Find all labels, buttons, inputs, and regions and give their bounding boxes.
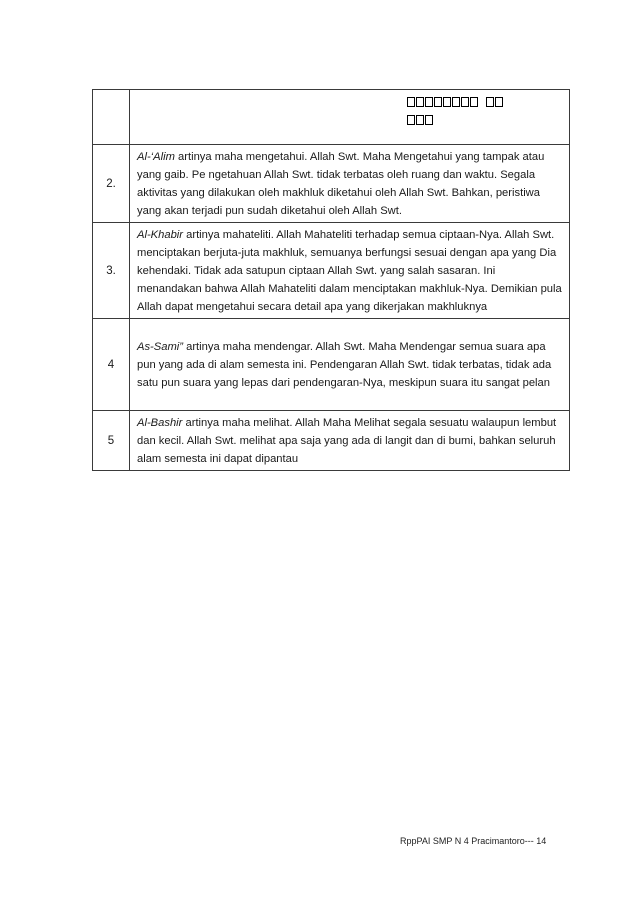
table-row	[93, 223, 570, 319]
content-table	[92, 89, 570, 471]
row-description: artinya maha mendengar. Allah Swt. Maha Mendengar semua suara apa pun yang ada di alam semesta ini. Pendengaran Allah Swt. tidak terbatas, tidak ada satu pun suara yang lepas dari pendengaran-Nya, meskipun suara itu sangat pelan	[137, 341, 552, 389]
row-description: artinya mahateliti. Allah Mahateliti terhadap semua ciptaan-Nya. Allah Swt. menciptakan berjuta-juta makhluk, semuanya berfungsi sesuai dengan apa yang Dia kehendaki. Tidak ada satupun ciptaan Allah Swt. yang salah sasaran. Ini menandakan bahwa Allah Mahateliti dalam menciptakan makhluk-Nya. Demikian pula Allah dapat mengetahui secara detail apa yang dikerjakan makhluknya	[137, 229, 562, 313]
row-number: 3.	[93, 223, 130, 319]
table-header-row	[93, 90, 570, 145]
table-row	[93, 411, 570, 471]
asmaul-husna-name: Al-Bashir	[137, 417, 183, 429]
row-text	[130, 319, 570, 411]
page-footer: RppPAI SMP N 4 Pracimantoro--- 14	[400, 836, 547, 846]
asmaul-husna-name: Al-Khabir	[137, 229, 184, 241]
row-text	[130, 145, 570, 223]
row-number: 5	[93, 411, 130, 471]
table-row	[93, 319, 570, 411]
arabic-glyph-placeholder	[407, 96, 507, 108]
asmaul-husna-name: Al-‘Alim	[137, 151, 175, 163]
row-number: 2.	[93, 145, 130, 223]
header-number-cell	[93, 90, 130, 145]
asmaul-husna-name: As-Sami”	[137, 341, 183, 353]
table-row	[93, 145, 570, 223]
row-text	[130, 411, 570, 471]
row-description: artinya maha melihat. Allah Maha Melihat segala sesuatu walaupun lembut dan kecil. Allah Swt. melihat apa saja yang ada di langit dan di bumi, bahkan seluruh alam semesta ini dapat dipantau	[137, 417, 557, 465]
header-text-cell	[130, 90, 570, 145]
row-description: artinya maha mengetahui. Allah Swt. Maha Mengetahui yang tampak atau yang gaib. Pe ngetahuan Allah Swt. tidak terbatas oleh ruang dan waktu. Segala aktivitas yang dilakukan oleh makhluk diketahui oleh Allah Swt. Bahkan, peristiwa yang akan terjadi pun sudah diketahui oleh Allah Swt.	[137, 151, 545, 217]
row-number: 4	[93, 319, 130, 411]
row-text	[130, 223, 570, 319]
